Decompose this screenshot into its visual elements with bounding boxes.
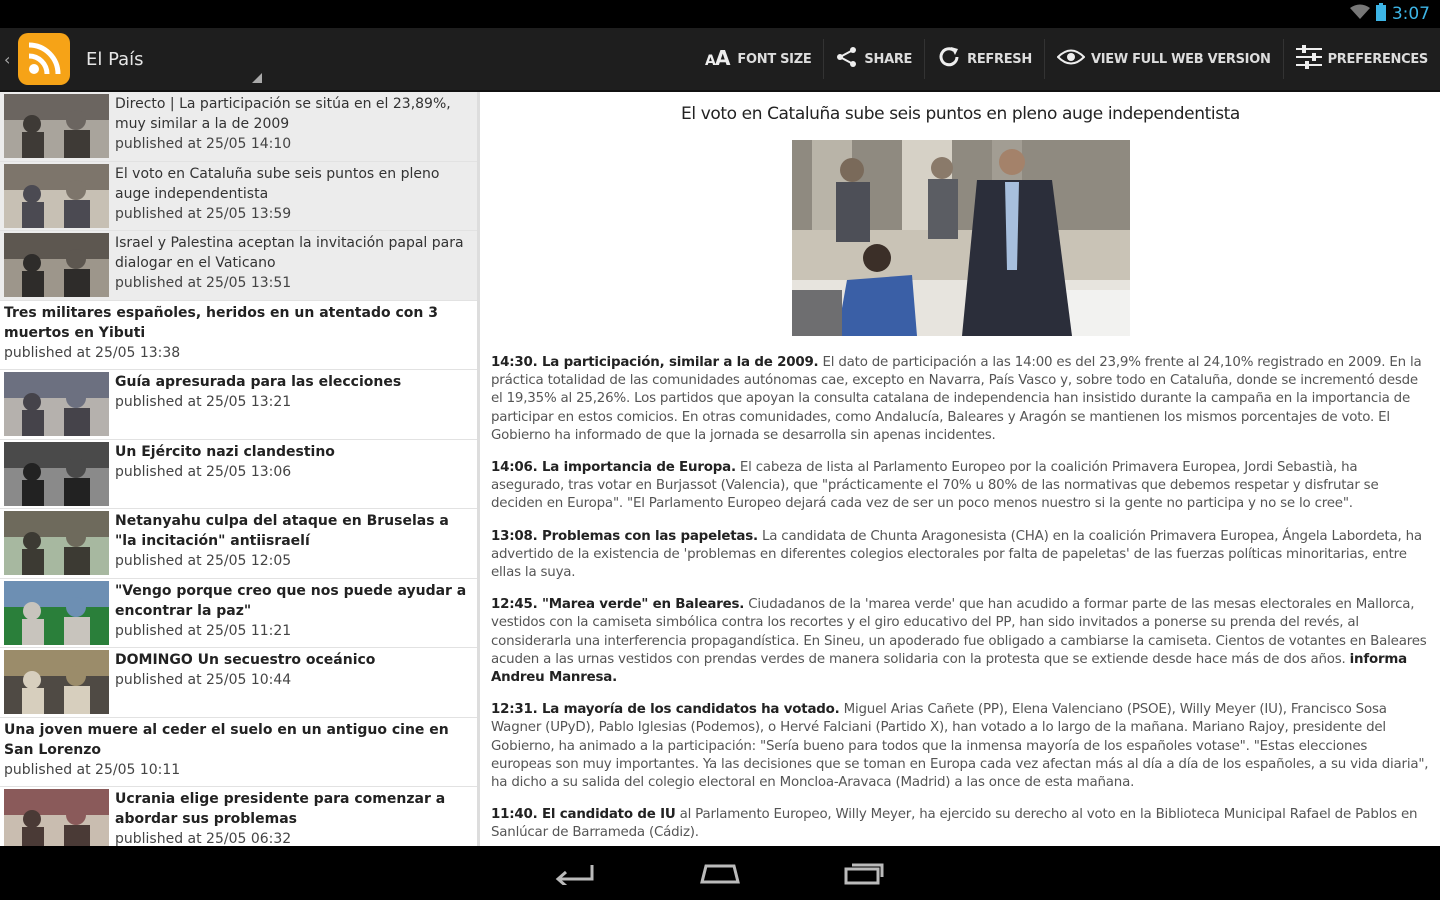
list-item[interactable] [0,92,477,162]
list-item-text [4,720,473,785]
article-body [491,354,1430,843]
list-item[interactable] [0,787,477,846]
paragraph-body: La candidata de Chunta Aragonesista (CHA) en la coalición Primavera Europea, Ángela Labordeta, ha advertido de la existencia de 'problemas en diferentes colegios electorales por falta de papeletas' de las fuerzas políticas minoritarias, entre ellas la suya. [491,528,1422,581]
list-item-title: Israel y Palestina aceptan la invitación papal para dialogar en el Vaticano [115,235,464,271]
font-size-label: FONT SIZE [737,51,812,67]
list-item-published: published at 25/05 10:11 [4,761,181,778]
refresh-icon [937,45,961,74]
share-button[interactable] [823,39,924,79]
view-full-web-version-button[interactable] [1044,39,1283,79]
list-item-title: Guía apresurada para las elecciones [115,374,402,390]
svg-text:A: A [705,52,716,67]
recents-icon[interactable] [842,858,886,888]
list-item-published: published at 25/05 13:51 [115,275,292,291]
status-bar [0,0,1440,28]
article-paragraph [491,459,1430,514]
list-item-published: published at 25/05 14:10 [115,136,292,152]
paragraph-body: El dato de participación a las 14:00 es del 23,9% frente al 24,10% registrado en 2009. En la práctica totalidad de las comunidades autónomas cae, excepto en Navarra, País Vasco y, sobre todo en Cataluña, donde se incrementó desde el 19,35% al 25,26%. Los partidos que apoyan la consulta catalana de independencia han insistido durante la campaña en la importancia de participar en estos comicios. En otras comunidades, como Andalucía, Baleares y Aragón se mantienen los mismos porcentajes de voto. El Gobierno ha informado de que la jornada se desarrolla sin apenas incidentes. [491,355,1422,443]
article-thumbnail [4,581,109,645]
list-item-text [115,581,473,646]
list-item-title: Directo | La participación se sitúa en el 23,89%, muy similar a la de 2009 [115,96,451,132]
list-item-title: Netanyahu culpa del ataque en Bruselas a "la incitación" antiisraelí [115,513,449,549]
list-item[interactable] [0,231,477,301]
paragraph-lead: 13:08. Problemas con las papeletas. [491,528,758,544]
paragraph-body: al Parlamento Europeo, Willy Meyer, ha ejercido su derecho al voto en la Biblioteca Municipal Rafael de Pablos en Sanlúcar de Barrameda (Cádiz). [491,807,1418,841]
article-title: El voto en Cataluña sube seis puntos en pleno auge independentista [681,104,1240,124]
clock: 3:07 [1391,4,1430,24]
list-item-text [115,372,473,437]
article-thumbnail [4,511,109,575]
list-item[interactable] [0,579,477,649]
paragraph-lead: 14:30. La participación, similar a la de 2009. [491,355,819,370]
list-item[interactable] [0,370,477,440]
view-full-web-version-label: VIEW FULL WEB VERSION [1090,51,1271,67]
article-thumbnail [4,789,109,846]
preferences-button[interactable] [1283,39,1440,79]
list-item-published: published at 25/05 11:21 [115,622,292,639]
list-item[interactable] [0,301,477,371]
svg-text:A: A [715,46,731,67]
list-item-text [115,650,473,715]
content-area [0,92,1440,846]
article-paragraph [491,596,1430,687]
list-item-title: Ucrania elige presidente para comenzar a abordar sus problemas [115,791,446,827]
article-thumbnail [4,442,109,506]
rss-logo-icon[interactable] [18,33,70,85]
article-photo [792,140,1130,336]
preferences-label: PREFERENCES [1327,51,1428,67]
eye-icon [1057,47,1085,71]
list-item[interactable] [0,648,477,718]
list-item[interactable] [0,718,477,788]
article-paragraph [491,806,1430,842]
share-label: SHARE [864,51,913,67]
font-size-button[interactable] [693,39,823,79]
refresh-label: REFRESH [967,51,1032,67]
article-paragraph [491,701,1430,792]
list-item-text [115,442,473,507]
article-thumbnail [4,650,109,714]
back-icon[interactable] [554,858,598,888]
feed-selector[interactable] [86,27,266,91]
navigation-bar [0,846,1440,900]
wifi-icon [1350,4,1370,24]
list-item-published: published at 25/05 13:38 [4,344,181,361]
list-item[interactable] [0,440,477,510]
list-item-text [115,789,473,846]
sliders-icon [1296,45,1322,74]
list-item-text [115,233,473,298]
article-list[interactable] [0,92,480,846]
list-item-text [115,164,473,229]
list-item-title: "Vengo porque creo que nos puede ayudar a encontrar la paz" [115,582,467,619]
article-thumbnail [4,233,109,297]
paragraph-lead: 12:31. La mayoría de los candidatos ha votado. [491,702,840,718]
paragraph-lead: 12:45. "Marea verde" en Baleares. [491,597,745,613]
paragraph-credit: informa Andreu Manresa. [491,651,1408,686]
list-item-title: Una joven muere al ceder el suelo en un antiguo cine en San Lorenzo [4,721,449,758]
list-item-title: DOMINGO Un secuestro oceánico [115,652,376,668]
list-item-published: published at 25/05 06:32 [115,831,292,846]
up-caret-icon[interactable]: ‹ [4,49,11,69]
battery-icon [1376,3,1386,25]
refresh-button[interactable] [924,39,1044,79]
list-item-published: published at 25/05 13:59 [115,205,292,222]
list-item-published: published at 25/05 12:05 [115,553,292,569]
share-icon [836,46,858,73]
font-size-icon [705,47,731,72]
article-paragraph [491,528,1430,583]
paragraph-body: Ciudadanos de la 'marea verde' que han acudido a formar parte de las mesas electorales en Mallorca, vestidos con la camiseta simbólica contra los recortes y el giro educativo del PP, han sido invitados a ponerse su prenda del revés, al considerarla una interferencia propagandística. En Sineu, un apoderado fue obligado a cambiarse la camiseta. Cientos de votantes en Baleares acuden a las urnas vestidos con prendas verdes de manera solidaria con la protesta que se extiende desde hace más de dos años. [491,597,1427,667]
list-item-title: Tres militares españoles, heridos en un atentado con 3 muertos en Yibuti [4,304,438,341]
list-item-published: published at 25/05 13:21 [115,394,292,410]
paragraph-lead: 14:06. La importancia de Europa. [491,460,736,476]
list-item-text [115,94,473,159]
action-bar [0,28,1440,92]
feed-title: El País [86,48,144,70]
article-pane[interactable] [483,92,1440,846]
article-paragraph [491,354,1430,445]
paragraph-lead: 11:40. El candidato de IU [491,807,676,823]
dropdown-indicator-icon [252,73,262,83]
paragraph-body: Miguel Arias Cañete (PP), Elena Valenciano (PSOE), Willy Meyer (IU), Francisco Sosa Wagner (UPyD), Pablo Iglesias (Podemos), o Hervé Falciani (Partido X), han votado a lo largo de la mañana. Mariano Rajoy, presidente del Gobierno, ha animado a la participación: "Sería bueno para todos que la inmensa mayoría de los españoles votase". "Estas elecciones europeas son muy importantes. Ya las decisiones que se toman en Europa cada vez afectan más al día a día de los españoles, a su vida diaria", ha dicho a su salida del colegio electoral en Moncloa-Aravaca (Madrid) a las once de esta mañana. [491,702,1429,791]
article-thumbnail [4,94,109,158]
article-thumbnail [4,164,109,228]
article-thumbnail [4,372,109,436]
paragraph-body: El cabeza de lista al Parlamento Europeo por la coalición Primavera Europea, Jordi Sebastià, ha asegurado, tras votar en Burjassot (Valencia), que "prácticamente el 70% u 80% de las normativas que debemos respetar y disfrutar se deciden en Europa". "El Parlamento Europeo dejará cada vez de ser un poco menos nuestro si la gente no participa y no se lo cree". [491,460,1379,512]
list-item-published: published at 25/05 13:06 [115,463,292,480]
list-item-text [4,303,473,368]
list-item[interactable] [0,509,477,579]
action-buttons [693,27,1440,91]
list-item-title: El voto en Cataluña sube seis puntos en pleno auge independentista [115,165,440,202]
list-item[interactable] [0,162,477,232]
list-item-title: Un Ejército nazi clandestino [115,443,335,460]
list-item-published: published at 25/05 10:44 [115,672,292,688]
home-icon[interactable] [698,858,742,888]
list-item-text [115,511,473,576]
